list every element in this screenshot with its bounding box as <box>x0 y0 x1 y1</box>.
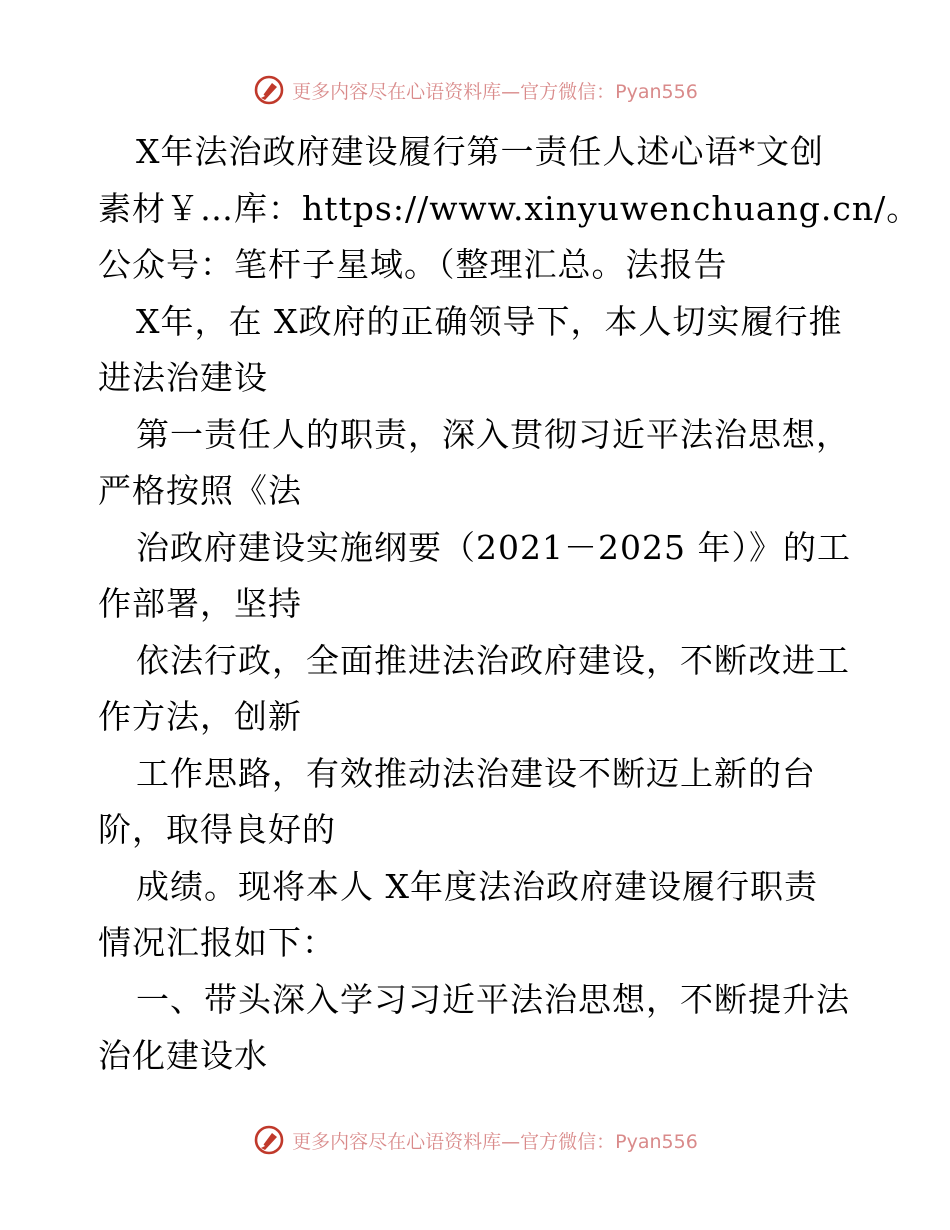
paragraph-line: 作方法，创新 <box>98 697 302 736</box>
pen-nib-logo-icon <box>252 1123 286 1157</box>
paragraph-line: 阶，取得良好的 <box>98 810 336 849</box>
watermark-text: 更多内容尽在心语资料库—官方微信：Pyan556 <box>292 80 698 103</box>
paragraph-line: 进法治建设 <box>98 358 268 397</box>
paragraph-line: X年，在 X政府的正确领导下，本人切实履行推 <box>136 301 843 341</box>
pen-nib-logo-icon <box>252 73 286 107</box>
document-body <box>98 124 921 1085</box>
title-line-1: X年法治政府建设履行第一责任人述心语*文创 <box>136 132 824 171</box>
title-line-3: 公众号：笔杆子星域。（整理汇总。法报告 <box>98 245 728 284</box>
paragraph-line: 成绩。现将本人 X年度法治政府建设履行职责 <box>136 866 818 906</box>
paragraph-line: 工作思路，有效推动法治建设不断迈上新的台 <box>136 753 816 793</box>
paragraph-line: 第一责任人的职责，深入贯彻习近平法治思想， <box>136 414 850 454</box>
paragraph-line: 作部署，坚持 <box>98 584 302 623</box>
watermark-text: 更多内容尽在心语资料库—官方微信：Pyan556 <box>292 1130 698 1153</box>
paragraph-line: 依法行政，全面推进法治政府建设，不断改进工 <box>136 640 850 680</box>
header-watermark-banner <box>0 70 950 110</box>
section-heading-line: 治化建设水 <box>98 1036 268 1075</box>
paragraph-line: 治政府建设实施纲要（2021－2025 年）》的工 <box>136 527 851 567</box>
section-heading-line: 一、带头深入学习习近平法治思想，不断提升法 <box>136 979 850 1019</box>
title-line-2: 素材￥…库：https://www.xinyuwenchuang.cn/。 <box>98 188 921 228</box>
footer-watermark-banner <box>0 1120 950 1160</box>
paragraph-line: 严格按照《法 <box>98 471 302 510</box>
paragraph-line: 情况汇报如下： <box>98 923 336 962</box>
